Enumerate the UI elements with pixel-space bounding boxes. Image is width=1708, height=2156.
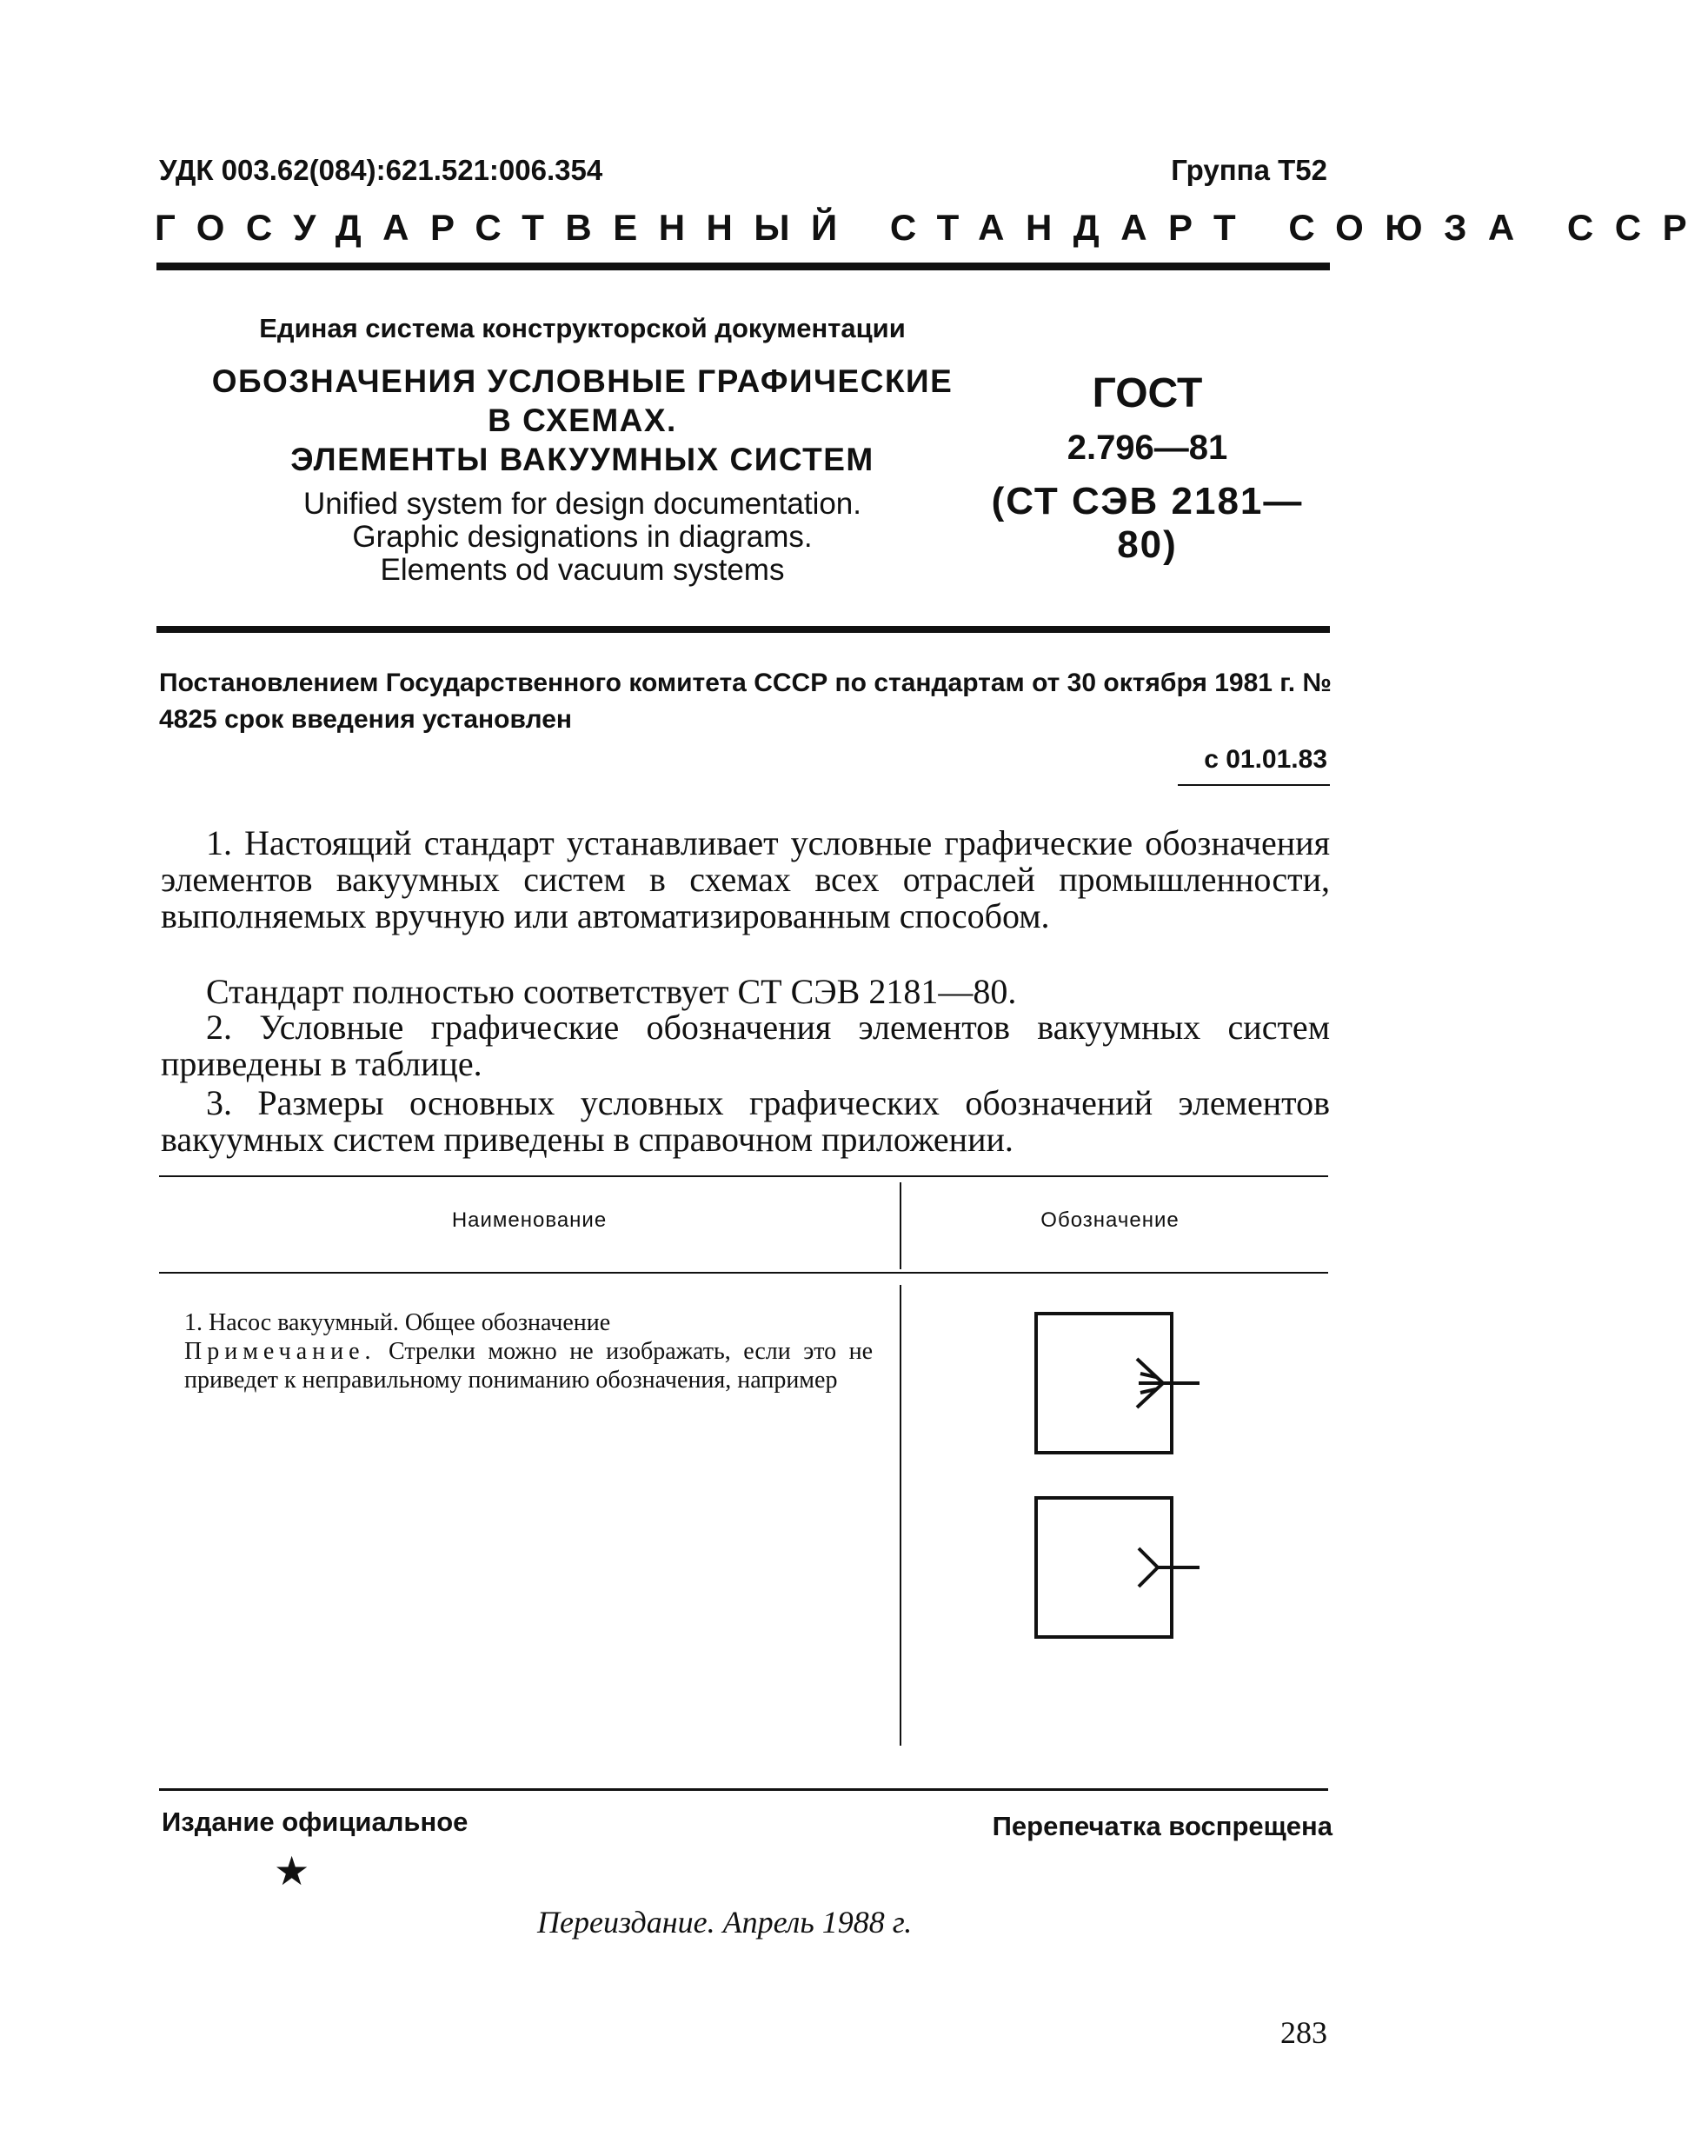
title-ru-line-1: ОБОЗНАЧЕНИЯ УСЛОВНЫЕ ГРАФИЧЕСКИЕ xyxy=(211,363,954,399)
title-divider xyxy=(156,626,1330,633)
title-russian xyxy=(200,362,965,479)
page-number: 283 xyxy=(1280,2015,1327,2050)
table-body-divider xyxy=(900,1285,901,1746)
paragraph-2: 2. Условные графические обозначения элементов вакуумных систем приведены в таблице. xyxy=(161,1008,1330,1083)
paragraph-compliance: Стандарт полностью соответствует СТ СЭВ 2181—80. xyxy=(206,972,1017,1011)
title-ru-line-3: ЭЛЕМЕНТЫ ВАКУУМНЫХ СИСТЕМ xyxy=(290,442,874,477)
system-name: Единая система конструкторской документации xyxy=(259,313,906,343)
decree-text: Постановлением Государственного комитета СССР по стандартам от 30 октября 1981 г. № 4825 срок введения установлен xyxy=(159,669,1332,734)
row-1-note xyxy=(184,1337,873,1394)
paragraph-3: 3. Размеры основных условных графических обозначений элементов вакуумных систем приведены в справочном приложении. xyxy=(161,1083,1330,1159)
title-ru-line-2: В СХЕМАХ. xyxy=(488,403,677,438)
date-underline xyxy=(1178,784,1330,786)
vacuum-pump-symbols xyxy=(1026,1308,1217,1656)
row-1-title: 1. Насос вакуумный. Общее обозначение xyxy=(184,1309,611,1336)
paragraph-1: 1. Настоящий стандарт устанавливает условные графические обозначения элементов вакуумных систем в схемах всех отраслей промышленности, выполняемых вручную или автоматизированным способом. xyxy=(161,823,1330,935)
reissue-note: Переиздание. Апрель 1988 г. xyxy=(537,1905,913,1940)
footer-divider xyxy=(159,1788,1328,1791)
star-icon: ★ xyxy=(274,1847,310,1894)
note-text: Стрелки можно не изображать, если это не приведет к неправильному пониманию обозначения, например xyxy=(184,1338,873,1394)
note-label: Примечание. xyxy=(184,1338,376,1365)
state-standard-heading: ГОСУДАРСТВЕННЫЙ СТАНДАРТ СОЮЗА ССР xyxy=(155,207,1708,248)
title-en-line-3: Elements od vacuum systems xyxy=(380,553,785,587)
title-en-line-1: Unified system for design documentation. xyxy=(303,487,861,521)
reprint-prohibited: Перепечатка воспрещена xyxy=(992,1811,1333,1841)
title-english xyxy=(200,488,965,587)
official-edition: Издание официальное xyxy=(162,1807,469,1837)
cmea-number: (СТ СЭВ 2181—80) xyxy=(991,480,1304,566)
table-header-bottom-border xyxy=(159,1272,1328,1274)
gost-number: 2.796—81 xyxy=(1067,429,1228,467)
effective-date: с 01.01.83 xyxy=(1204,745,1327,774)
vacuum-pump-symbol-without-arrows xyxy=(1036,1498,1200,1637)
udk-code: УДК 003.62(084):621.521:006.354 xyxy=(159,154,603,186)
header-divider xyxy=(156,263,1330,270)
table-top-border xyxy=(159,1175,1328,1177)
title-en-line-2: Graphic designations in diagrams. xyxy=(352,520,813,554)
table-row-1-name xyxy=(184,1308,873,1394)
vacuum-pump-symbol-with-arrows xyxy=(1036,1314,1200,1453)
group-code: Группа Т52 xyxy=(1171,154,1327,186)
column-header-name: Наименование xyxy=(451,1208,608,1232)
column-header-symbol: Обозначение xyxy=(1040,1208,1180,1232)
gost-label: ГОСТ xyxy=(1092,370,1203,416)
